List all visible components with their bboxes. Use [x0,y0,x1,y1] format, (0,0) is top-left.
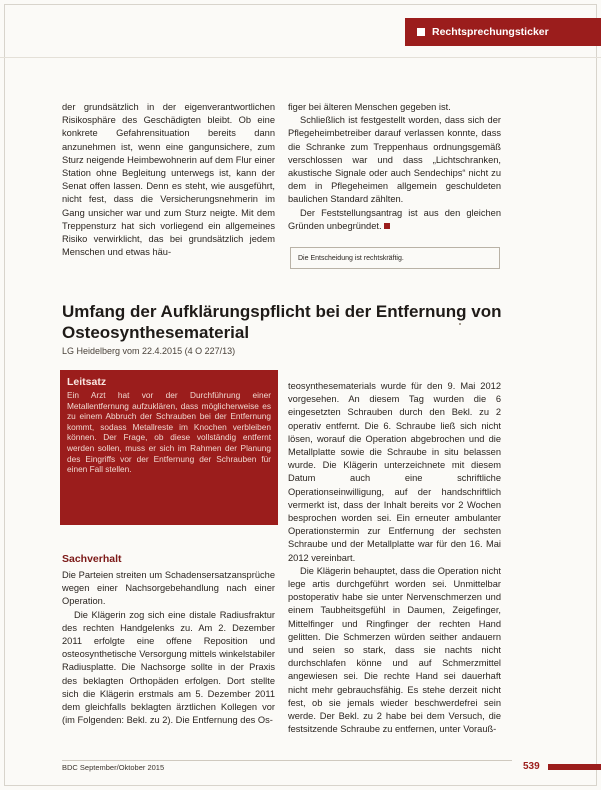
paragraph: Die Parteien streiten um Schadensersatzansprüche wegen einer Nachsorgebehandlung nach einer Operation. [62,570,275,607]
paragraph: Die Klägerin behauptet, dass die Operation nicht lege artis durchgeführt worden sei. Unmittelbar postoperativ habe sie unter Nervenschmerzen und einem Taubheitsgefühl in Daumen, Zeigefinger, Mittelfinger und Ringfinger der rechten Hand gelitten. Die Schmerzen würden seither andauern und seien so stark, dass sie nachts nicht durchschlafen könne und auf Schmerzmittel angewiesen sei. Die rechte Hand sei dauerhaft nicht mehr gebrauchsfähig. Es stehe derzeit nicht fest, ob sie jemals wieder beschwerdefrei sein werde. Der Bekl. zu 2 habe bei dem Versuch, die festsitzende Schraube zu entfernen, unter Vorauß- [288,565,501,735]
upper-left-column [62,101,275,259]
paragraph-last: Der Feststellungsantrag ist aus den gleichen Gründen unbegründet. [288,207,501,231]
paragraph: der grundsätzlich in der eigenverantwortlichen Risikosphäre des Geschädigten bleibt. Ob eine konkrete Gefahrensituation bereits dann anzunehmen ist, wenn eine gangunsichere, zum Sturz neigende Heimbewohnerin auf dem Flur einer Station ohne Begleitung unterwegs ist, kann der Senat offen lassen. Denn es steht, wie ausgeführt, nicht fest, dass die Versicherungsnehmerin im Gang unsicher war und zum Sturz neigte. Mit dem Treppensturz hat sich vorliegend ein allgemeines Risiko verwirklicht, das bei grundsätzlich jedem Menschen und etwas häu- [62,102,275,258]
lower-right-column [288,380,501,736]
paragraph: figer bei älteren Menschen gegeben ist. [288,102,451,112]
sachverhalt-heading: Sachverhalt [62,553,122,565]
ticker-label: Rechtsprechungsticker [432,26,549,38]
journal-footer: BDC September/Oktober 2015 [62,763,165,772]
article-title: Umfang der Aufklärungspflicht bei der Entfernung von Osteosynthesematerial [62,302,502,342]
footer-rule [62,760,512,761]
paragraph: Die Klägerin zog sich eine distale Radiusfraktur des rechten Handgelenks zu. Am 2. Dezember 2011 erfolgte eine offene Reposition und osteosynthetische Versorgung mittels winkelstabiler Radiusplatte. Die Nachsorge sollte in der Praxis des beklagten Orthopäden erfolgen. Dort stellte sich die Klägerin erstmals am 5. Dezember 2011 dem gleichfalls beklagten ärztlichen Kollegen vor (im Folgenden: Bekl. zu 2). Die Entfernung des Os- [62,609,275,726]
leitsatz-heading: Leitsatz [67,376,107,388]
decision-note: Die Entscheidung ist rechtskräftig. [290,247,500,269]
speck [459,323,461,325]
paragraph: Schließlich ist festgestellt worden, dass sich der Pflegeheimbetreiber darauf verlassen konnte, dass die Schranke zum Treppenhaus ordnungsgemäß verschlossen war und dass „Lichtschranken, akustische Signale oder auch Sendechips“ nicht zu dem in Pflegeheimen allgemein geschuldeten baulichen Standard zählten. [288,115,501,205]
ticker-bar [555,18,601,46]
lower-left-column [62,569,275,727]
upper-right-column [288,101,501,233]
header-rule [0,57,601,58]
court-reference: LG Heidelberg vom 22.4.2015 (4 O 227/13) [62,346,236,356]
end-mark-icon [384,223,390,229]
section-ticker [405,18,555,46]
leitsatz-text: Ein Arzt hat vor der Durchführung einer Metallentfernung aufzuklären, dass möglicherweise es zu einem Abbruch der Schrauben bei der Entfernung kommt, sodass Metallreste im Knochen verbleiben können. Der Frage, ob diese vollständig entfernt werden sollen, muss er sich im Rahmen der Planung des Eingriffs vor der Entfernung der Schrauben für einen Fall stellen. [67,390,271,475]
page-number: 539 [523,761,540,772]
leitsatz-box [60,370,278,525]
paragraph: teosynthesematerials wurde für den 9. Mai 2012 vorgesehen. An diesem Tag wurden die 6 eingesetzten Schrauben durch den Bekl. zu 2 operativ entfernt. Die 6. Schraube ließ sich nicht lösen, worauf die Operation abgebrochen und die Metallplatte sowie die Schraube in situ belassen wurde. Die Klägerin unterzeichnete mit diesem Datum auch eine schriftliche Operationseinwilligung, auf der handschriftlich vermerkt ist, dass der Inhalt bereits vor 2 Wochen besprochen worden sei. Ein erneuter ambulanter Operationstermin zur Entfernung der sechsten Schraube und der Metallplatte war für den 16. Mai 2012 vereinbart. [288,381,501,563]
ticker-square-icon [417,28,425,36]
footer-bar [548,764,601,770]
